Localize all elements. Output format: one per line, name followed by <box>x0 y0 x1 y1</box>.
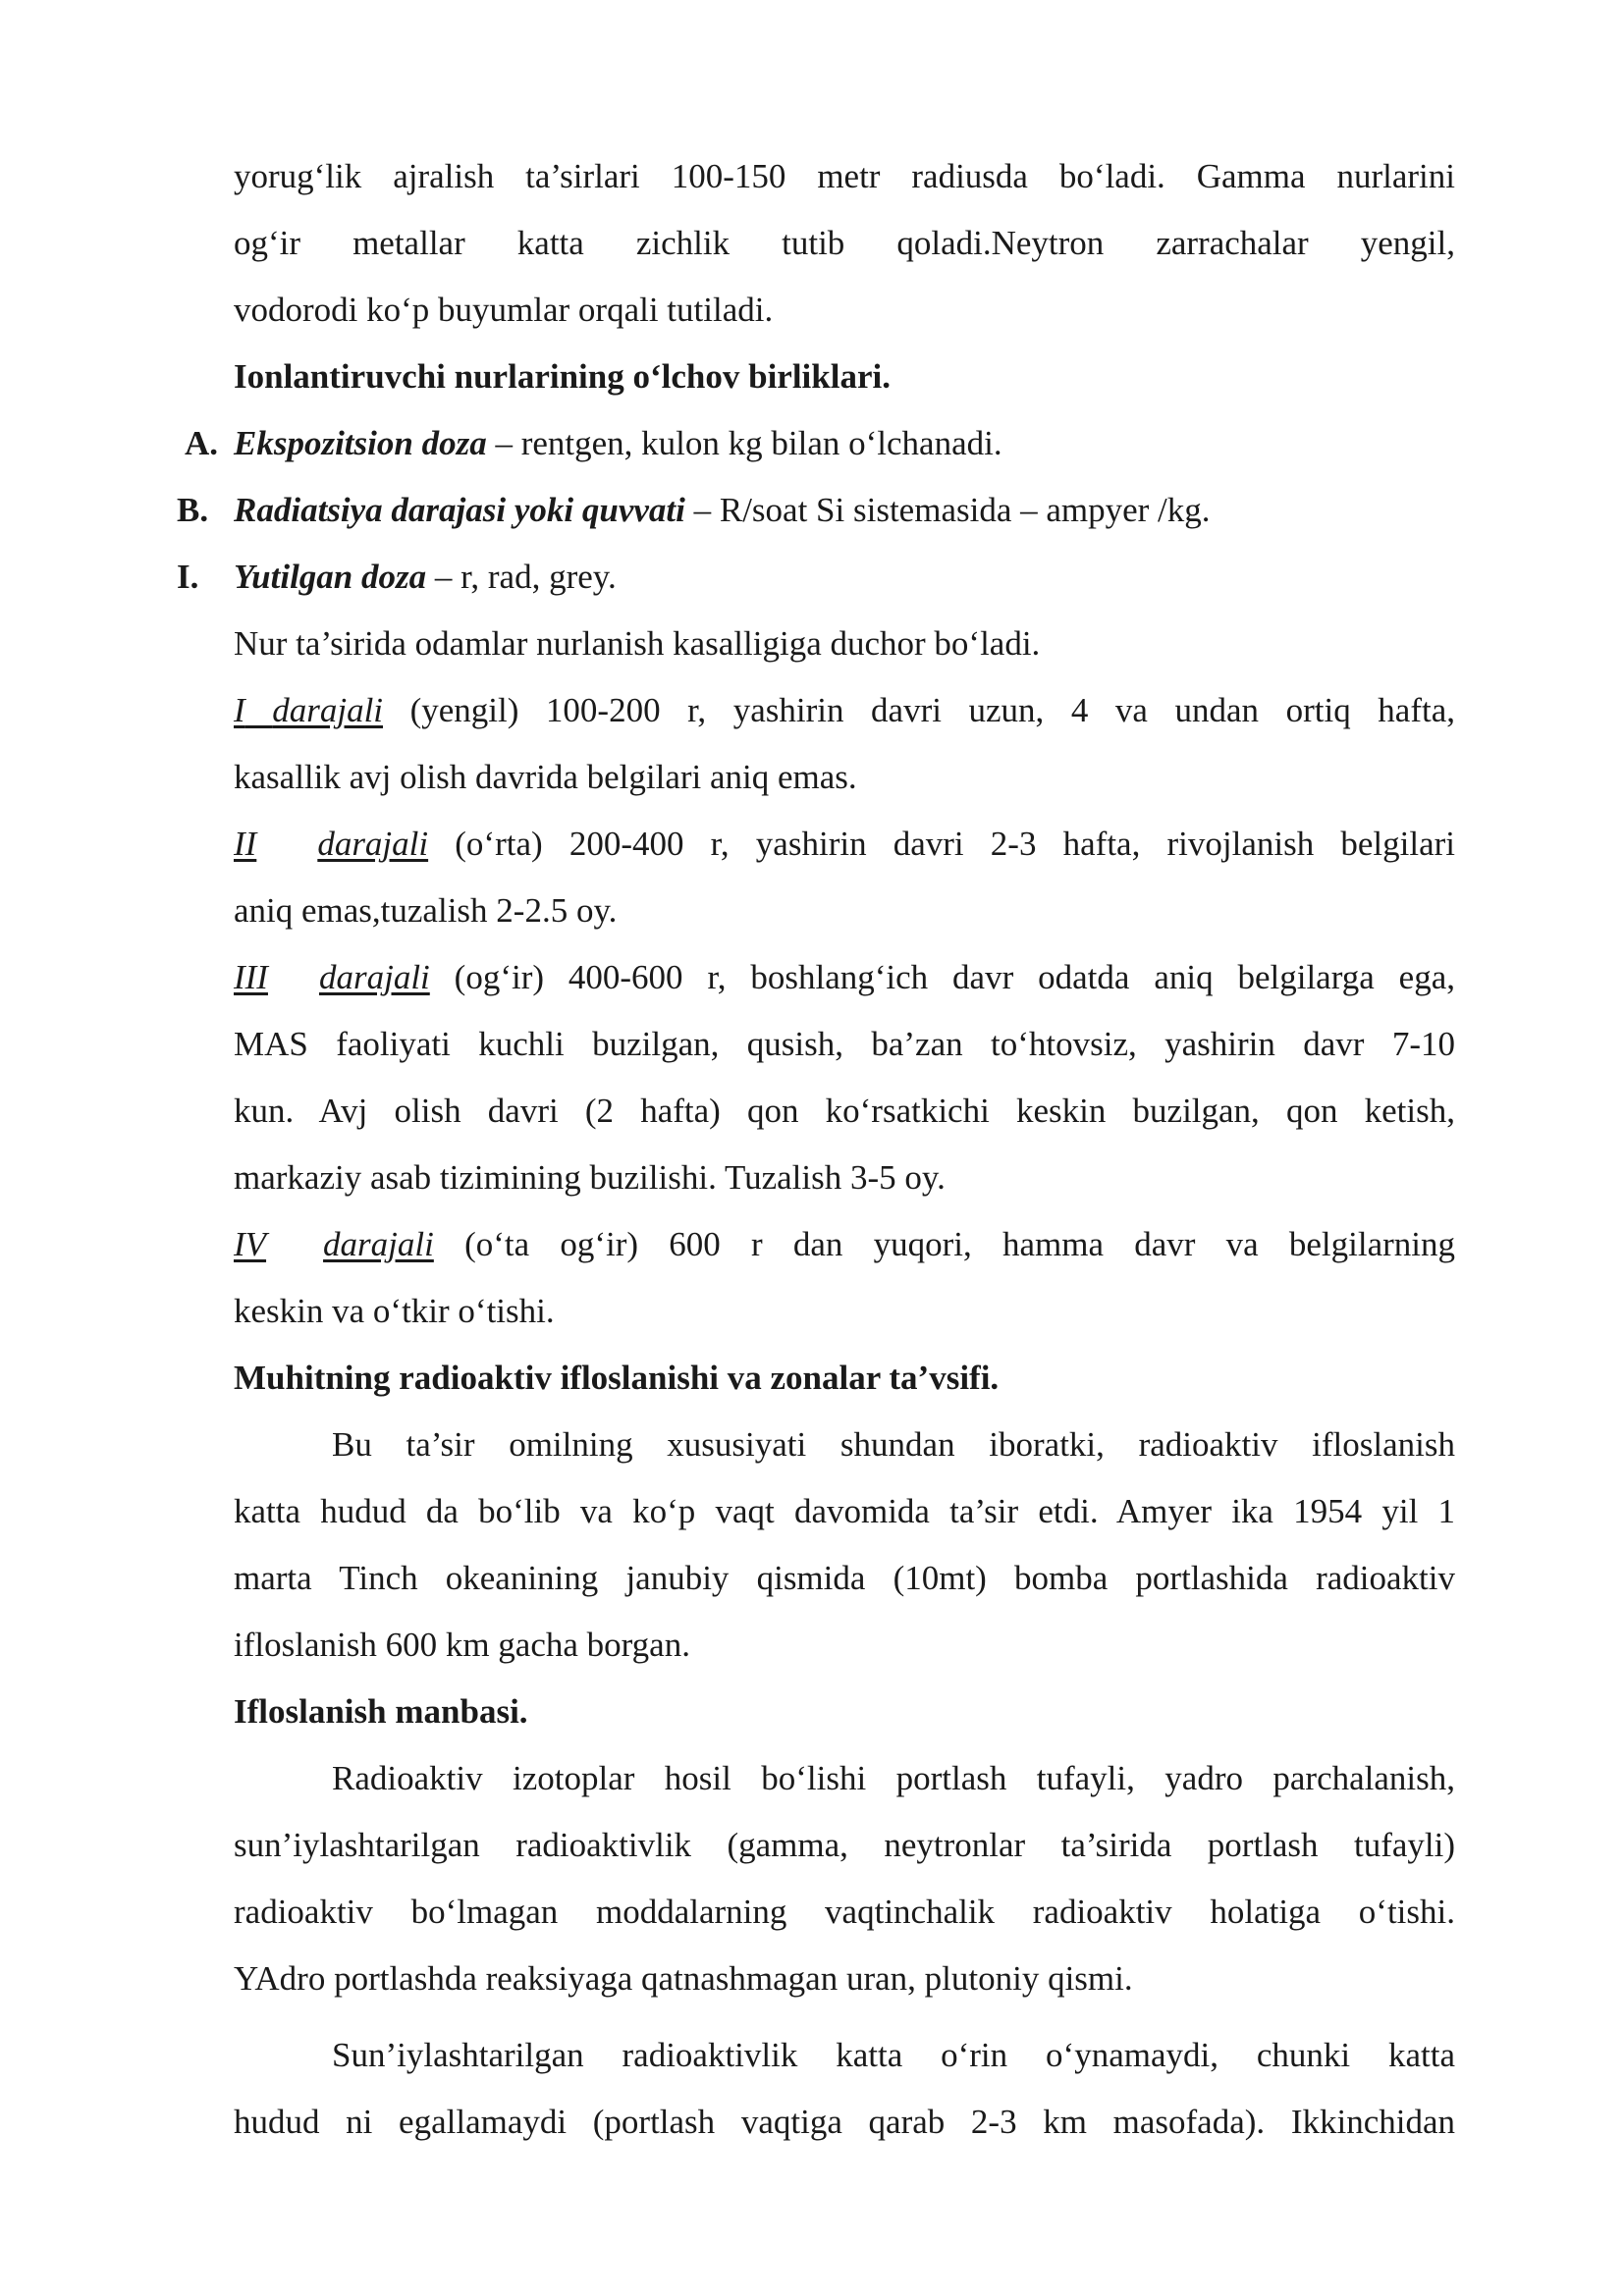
list-item-i-text: – r, rad, grey. <box>426 558 617 596</box>
list-item-b-text: – R/soat Si sistemasida – ampyer /kg. <box>684 491 1211 529</box>
list-marker-b: B. <box>177 491 209 529</box>
list-item-b <box>234 489 1455 532</box>
degree-1-label: I darajali <box>234 691 384 729</box>
degree-2-number: II <box>234 825 257 863</box>
list-item-b-term: Radiatsiya darajasi yoki quvvati <box>234 491 685 529</box>
degree-2-word: darajali <box>317 825 429 863</box>
radiation-sickness-intro: Nur ta’sirida odamlar nurlanish kasalligiga duchor bo‘ladi. <box>234 624 1041 663</box>
list-item-a-term: Ekspozitsion doza <box>234 424 487 462</box>
degree-3-word: darajali <box>318 958 430 996</box>
degree-3-line-4: markaziy asab tizimining buzilishi. Tuzalish 3-5 oy. <box>234 1158 946 1197</box>
degree-1-line-1: I darajali (yengil) 100-200 r, yashirin davri uzun, 4 va undan ortiq hafta, <box>234 691 1455 729</box>
list-item-i-term: Yutilgan doza <box>234 558 427 596</box>
paragraph-3-line-4: YAdro portlashda reaksiyaga qatnashmagan uran, plutoniy qismi. <box>234 1959 1133 1998</box>
heading-measurement-units: Ionlantiruvchi nurlarining o‘lchov birliklari. <box>234 357 891 396</box>
degree-2-line-1: II darajali (o‘rta) 200-400 r, yashirin davri 2-3 hafta, rivojlanish belgilari <box>234 825 1455 863</box>
list-item-a <box>234 422 1455 465</box>
heading-contamination-zones: Muhitning radioaktiv ifloslanishi va zonalar ta’vsifi. <box>234 1359 1000 1397</box>
paragraph-1-line-2: og‘ir metallar katta zichlik tutib qoladi.Neytron zarrachalar yengil, <box>234 224 1455 262</box>
paragraph-3-line-3: radioaktiv bo‘lmagan moddalarning vaqtinchalik radioaktiv holatiga o‘tishi. <box>234 1893 1455 1931</box>
paragraph-2-line-4: ifloslanish 600 km gacha borgan. <box>234 1626 690 1664</box>
heading-contamination-source: Ifloslanish manbasi. <box>234 1692 528 1731</box>
paragraph-1-line-3: vodorodi ko‘p buyumlar orqali tutiladi. <box>234 291 774 329</box>
degree-2-line-2: aniq emas,tuzalish 2-2.5 oy. <box>234 891 618 930</box>
paragraph-1-line-1: yorug‘lik ajralish ta’sirlari 100-150 metr radiusda bo‘ladi. Gamma nurlarini <box>234 157 1455 195</box>
degree-3-line-1: III darajali (og‘ir) 400-600 r, boshlang‘ich davr odatda aniq belgilarga ega, <box>234 958 1455 996</box>
list-item-a-text: – rentgen, kulon kg bilan o‘lchanadi. <box>486 424 1002 462</box>
degree-3-line-2: MAS faoliyati kuchli buzilgan, qusish, ba’zan to‘htovsiz, yashirin davr 7-10 <box>234 1025 1455 1063</box>
list-marker-i: I. <box>177 558 199 596</box>
paragraph-2-line-1: Bu ta’sir omilning xususiyati shundan iboratki, radioaktiv ifloslanish <box>332 1425 1455 1464</box>
paragraph-2-line-2: katta hudud da bo‘lib va ko‘p vaqt davomida ta’sir etdi. Amyer ika 1954 yil 1 <box>234 1492 1455 1530</box>
degree-4-line-2: keskin va o‘tkir o‘tishi. <box>234 1292 555 1330</box>
list-marker-a: A. <box>185 424 219 462</box>
list-item-i <box>234 556 1455 599</box>
paragraph-3-line-1: Radioaktiv izotoplar hosil bo‘lishi portlash tufayli, yadro parchalanish, <box>332 1759 1455 1797</box>
degree-4-number: IV <box>234 1225 267 1263</box>
paragraph-3-line-2: sun’iylashtarilgan radioaktivlik (gamma, neytronlar ta’sirida portlash tufayli) <box>234 1826 1455 1864</box>
degree-3-number: III <box>234 958 268 996</box>
paragraph-4-line-2: hudud ni egallamaydi (portlash vaqtiga qarab 2-3 km masofada). Ikkinchidan <box>234 2103 1455 2141</box>
degree-4-word: darajali <box>323 1225 434 1263</box>
degree-1-line-2: kasallik avj olish davrida belgilari aniq emas. <box>234 758 857 796</box>
paragraph-2-line-3: marta Tinch okeanining janubiy qismida (10mt) bomba portlashida radioaktiv <box>234 1559 1455 1597</box>
paragraph-4-line-1: Sun’iylashtarilgan radioaktivlik katta o‘rin o‘ynamaydi, chunki katta <box>332 2036 1455 2074</box>
degree-4-line-1: IV darajali (o‘ta og‘ir) 600 r dan yuqori, hamma davr va belgilarning <box>234 1225 1455 1263</box>
degree-3-line-3: kun. Avj olish davri (2 hafta) qon ko‘rsatkichi keskin buzilgan, qon ketish, <box>234 1092 1455 1130</box>
